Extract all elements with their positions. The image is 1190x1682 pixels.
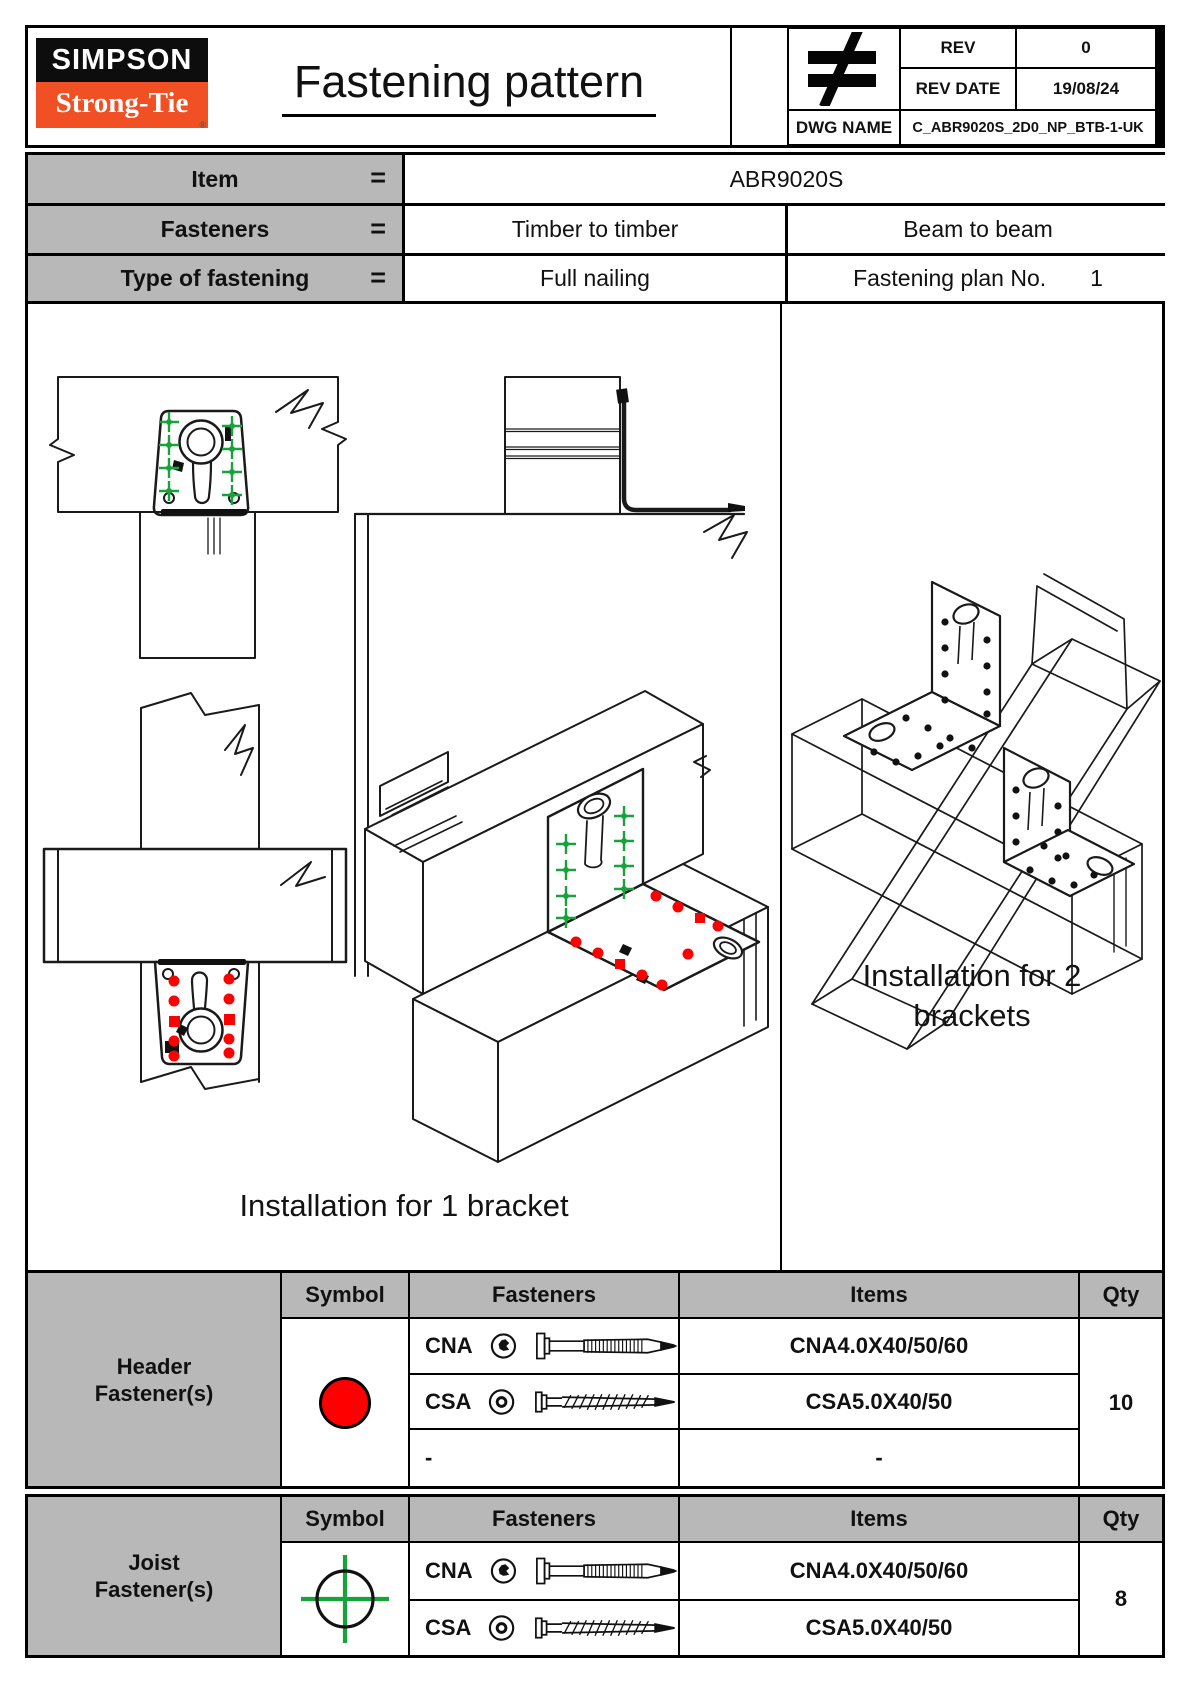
red-circle-symbol-icon — [319, 1377, 371, 1429]
logo-strongtie-text: Strong-Tie ® — [36, 82, 208, 128]
csa-item-cell: CSA5.0X40/50 — [680, 1375, 1078, 1428]
not-equal-icon — [789, 29, 899, 109]
dash-item-cell: - — [680, 1430, 1078, 1486]
spec-row-fasteners-label: Fasteners = — [28, 206, 402, 253]
rev-value: 0 — [1017, 29, 1155, 67]
cna-head-icon — [489, 1331, 518, 1361]
installation-2-brackets-panel — [782, 304, 1162, 1270]
spec-item-value: ABR9020S — [405, 155, 1168, 203]
equals-sign: = — [370, 261, 386, 292]
qty-column-header: Qty — [1080, 1497, 1162, 1541]
title-area — [208, 28, 730, 145]
items-column-header: Items — [680, 1273, 1078, 1317]
spec-row-item-label: Item = — [28, 155, 402, 203]
cna-fastener-cell: CNA — [410, 1319, 678, 1373]
joist-fasteners-table — [25, 1494, 1165, 1658]
dwg-name-value: C_ABR9020S_2D0_NP_BTB-1-UK — [901, 111, 1155, 144]
symbol-column-header: Symbol — [282, 1497, 408, 1541]
double-bracket-drawing — [782, 304, 1162, 1264]
single-bracket-drawing — [28, 304, 778, 1264]
registered-trademark: ® — [199, 120, 206, 130]
spec-fasteners-right: Beam to beam — [788, 206, 1168, 253]
simpson-strongtie-logo — [36, 38, 208, 145]
items-column-header: Items — [680, 1497, 1078, 1541]
fastening-plan-cell — [788, 256, 1168, 301]
qty-column-header: Qty — [1080, 1273, 1162, 1317]
cna-nail-icon — [534, 1330, 678, 1362]
csa-head-icon — [487, 1613, 516, 1643]
header-band — [25, 25, 1165, 148]
joist-fastener-symbol-cell — [282, 1543, 408, 1655]
symbol-column-header: Symbol — [282, 1273, 408, 1317]
dwg-name-label: DWG NAME — [789, 111, 899, 144]
joist-qty-cell: 8 — [1080, 1543, 1162, 1655]
fastening-plan-label: Fastening plan No. — [853, 265, 1047, 291]
rev-date-label: REV DATE — [901, 69, 1015, 109]
spec-table — [25, 152, 1165, 304]
header-fastener-symbol-cell — [282, 1319, 408, 1486]
installation-1-bracket-panel — [28, 304, 782, 1270]
fastening-plan-number: 1 — [1090, 265, 1103, 291]
rev-label: REV — [901, 29, 1015, 67]
equals-sign: = — [370, 162, 386, 193]
drawing-area — [25, 301, 1165, 1273]
cna-item-cell: CNA4.0X40/50/60 — [680, 1543, 1078, 1599]
joist-fasteners-label: Joist Fastener(s) — [28, 1497, 280, 1655]
csa-item-cell: CSA5.0X40/50 — [680, 1601, 1078, 1655]
spec-row-type-label: Type of fastening = — [28, 256, 402, 301]
caption-installation-2-brackets: Installation for 2 brackets — [862, 958, 1082, 1033]
spec-fasteners-left: Timber to timber — [405, 206, 785, 253]
csa-head-icon — [487, 1387, 516, 1417]
dash-fastener-cell: - — [410, 1430, 678, 1486]
rev-date-value: 19/08/24 — [1017, 69, 1155, 109]
logo-simpson-text: SIMPSON — [36, 38, 208, 82]
header-fasteners-table — [25, 1270, 1165, 1489]
csa-screw-icon — [533, 1612, 678, 1644]
header-qty-cell: 10 — [1080, 1319, 1162, 1486]
header-fasteners-label: Header Fastener(s) — [28, 1273, 280, 1486]
revision-block — [730, 28, 1162, 145]
cna-nail-icon — [534, 1555, 678, 1587]
csa-fastener-cell: CSA — [410, 1601, 678, 1655]
caption-installation-1-bracket: Installation for 1 bracket — [239, 1188, 569, 1223]
green-crosshair-symbol-icon — [297, 1551, 393, 1647]
csa-fastener-cell: CSA — [410, 1375, 678, 1428]
cna-item-cell: CNA4.0X40/50/60 — [680, 1319, 1078, 1373]
fasteners-column-header: Fasteners — [410, 1273, 678, 1317]
csa-screw-icon — [533, 1386, 678, 1418]
page-title: Fastening pattern — [282, 56, 656, 117]
spec-type-left: Full nailing — [405, 256, 785, 301]
cna-head-icon — [489, 1556, 518, 1586]
fasteners-column-header: Fasteners — [410, 1497, 678, 1541]
cna-fastener-cell: CNA — [410, 1543, 678, 1599]
equals-sign: = — [370, 212, 386, 243]
